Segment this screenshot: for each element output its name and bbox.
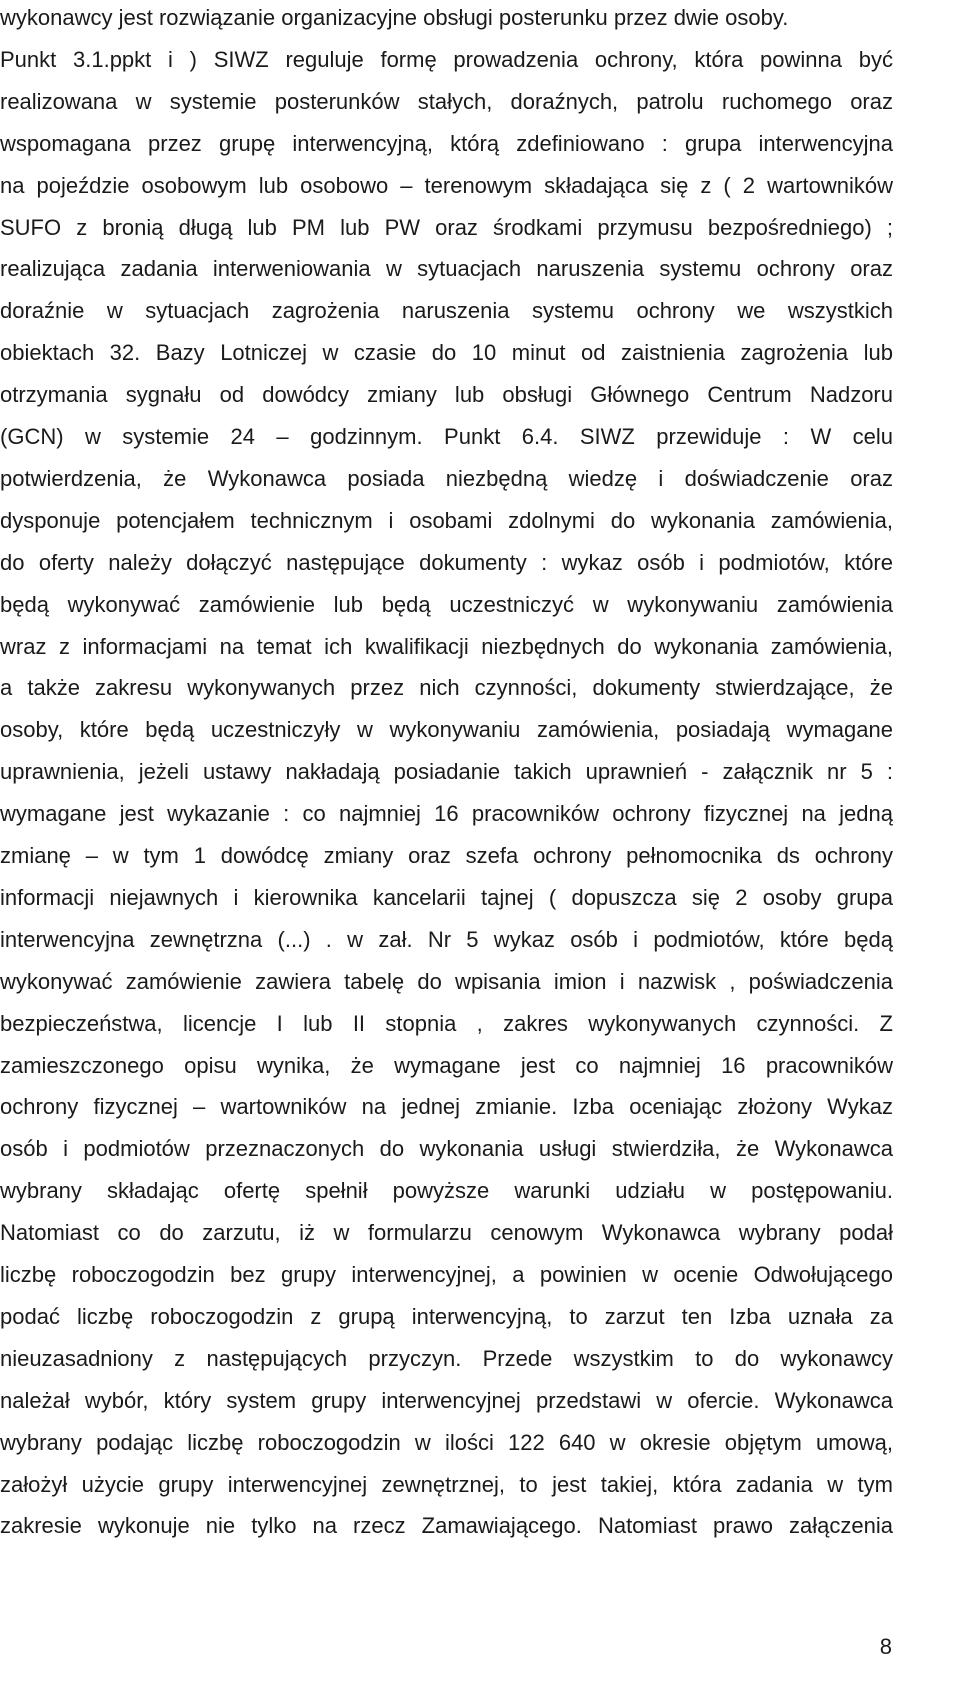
text-line: zmianę – w tym 1 dowódcę zmiany oraz szefa ochrony pełnomocnika ds ochrony [0, 843, 893, 868]
page-number: 8 [879, 1634, 892, 1659]
text-line: (GCN) w systemie 24 – godzinnym. Punkt 6.4. SIWZ przewiduje : W celu [0, 424, 893, 449]
text-line: do oferty należy dołączyć następujące dokumenty : wykaz osób i podmiotów, które [0, 549, 893, 575]
text-line: ochrony fizycznej – wartowników na jednej zmianie. Izba oceniając złożony Wykaz [0, 1094, 893, 1120]
text-line: będą wykonywać zamówienie lub będą uczestniczyć w wykonywaniu zamówienia [0, 591, 893, 617]
text-line: wybrany podając liczbę roboczogodzin w ilości 122 640 w okresie objętym umową, [0, 1429, 893, 1455]
text-line: doraźnie w sytuacjach zagrożenia naruszenia systemu ochrony we wszystkich [0, 298, 893, 324]
text-line: założył użycie grupy interwencyjnej zewnętrznej, to jest takiej, która zadania w tym [0, 1471, 893, 1497]
text-line: liczbę roboczogodzin bez grupy interwencyjnej, a powinien w ocenie Odwołującego [0, 1262, 893, 1287]
text-line: interwencyjna zewnętrzna (...) . w zał. Nr 5 wykaz osób i podmiotów, które będą [0, 926, 893, 952]
text-line: na pojeździe osobowym lub osobowo – terenowym składająca się z ( 2 wartowników [0, 172, 893, 198]
text-line: obiektach 32. Bazy Lotniczej w czasie do 10 minut od zaistnienia zagrożenia lub [0, 340, 893, 366]
text-line: SUFO z bronią długą lub PM lub PW oraz środkami przymusu bezpośredniego) ; [0, 214, 893, 240]
text-line: Natomiast co do zarzutu, iż w formularzu cenowym Wykonawca wybrany podał [0, 1220, 893, 1246]
text-line: realizowana w systemie posterunków stałych, doraźnych, patrolu ruchomego oraz [0, 88, 893, 114]
text-line: a także zakresu wykonywanych przez nich czynności, dokumenty stwierdzające, że [0, 675, 893, 701]
text-line: informacji niejawnych i kierownika kancelarii tajnej ( dopuszcza się 2 osoby grupa [0, 884, 893, 910]
text-line: realizująca zadania interweniowania w sytuacjach naruszenia systemu ochrony oraz [0, 256, 893, 282]
text-line: wymagane jest wykazanie : co najmniej 16 pracowników ochrony fizycznej na jedną [0, 801, 893, 827]
text-line: otrzymania sygnału od dowódcy zmiany lub obsługi Głównego Centrum Nadzoru [0, 382, 893, 408]
text-line: zakresie wykonuje nie tylko na rzecz Zamawiającego. Natomiast prawo załączenia [0, 1513, 893, 1539]
text-line: zamieszczonego opisu wynika, że wymagane jest co najmniej 16 pracowników [0, 1052, 893, 1078]
text-line: nieuzasadniony z następujących przyczyn. Przede wszystkim to do wykonawcy [0, 1345, 893, 1371]
text-line: bezpieczeństwa, licencje I lub II stopnia , zakres wykonywanych czynności. Z [0, 1010, 893, 1036]
text-line: potwierdzenia, że Wykonawca posiada niezbędną wiedzę i doświadczenie oraz [0, 465, 893, 491]
text-line: wraz z informacjami na temat ich kwalifikacji niezbędnych do wykonania zamówienia, [0, 633, 893, 659]
text-line: dysponuje potencjałem technicznym i osobami zdolnymi do wykonania zamówienia, [0, 507, 893, 533]
text-line: osób i podmiotów przeznaczonych do wykonania usługi stwierdziła, że Wykonawca [0, 1136, 893, 1162]
text-line: osoby, które będą uczestniczyły w wykonywaniu zamówienia, posiadają wymagane [0, 717, 893, 743]
text-line: podać liczbę roboczogodzin z grupą interwencyjną, to zarzut ten Izba uznała za [0, 1303, 893, 1329]
text-line: wykonawcy jest rozwiązanie organizacyjne obsługi posterunku przez dwie osoby. [0, 5, 789, 30]
text-line: wspomagana przez grupę interwencyjną, którą zdefiniowano : grupa interwencyjna [0, 130, 893, 156]
text-line: wykonywać zamówienie zawiera tabelę do wpisania imion i nazwisk , poświadczenia [0, 968, 893, 994]
text-line: uprawnienia, jeżeli ustawy nakładają posiadanie takich uprawnień - załącznik nr 5 : [0, 759, 893, 785]
text-line: należał wybór, który system grupy interwencyjnej przedstawi w ofercie. Wykonawca [0, 1387, 893, 1413]
text-line: wybrany składając ofertę spełnił powyższe warunki udziału w postępowaniu. [0, 1178, 893, 1204]
text-line: Punkt 3.1.ppkt i ) SIWZ reguluje formę prowadzenia ochrony, która powinna być [0, 46, 893, 72]
